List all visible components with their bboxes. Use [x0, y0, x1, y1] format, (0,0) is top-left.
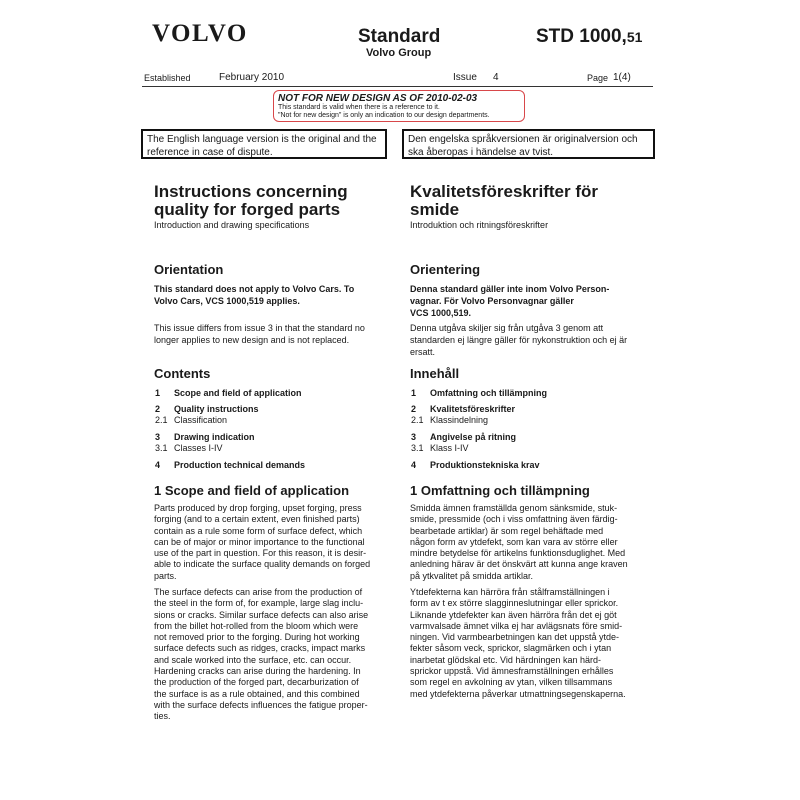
text-line: ningen. Vid varmbearbetningen kan det uppstå ytde-: [410, 632, 619, 643]
toc-en: [155, 388, 385, 478]
established-label: Established: [144, 73, 191, 83]
text-line: varmvalsade ämnet vilka ej har avlägsnats före smid-: [410, 620, 623, 631]
notice-title: NOT FOR NEW DESIGN AS OF 2010-02-03: [278, 93, 478, 104]
text-line: med ytdefekterna påverkar utmattningsegenskaperna.: [410, 688, 626, 699]
toc-label: Quality instructions: [174, 404, 259, 414]
text-line: from the billet hot-rolled from the bloom which were: [154, 620, 359, 631]
text-line: the production of the forged part, decarburization of: [154, 677, 359, 688]
scope-paragraph-sv-1: [410, 503, 650, 582]
orientation-bold-sv-1: Denna standard gäller inte inom Volvo Person-: [410, 284, 610, 294]
scope-paragraph-en-2: [154, 587, 389, 723]
page-value: 1(4): [613, 72, 631, 83]
text-line: någon form av ytdefekt, som kan vara av större eller: [410, 536, 618, 547]
not-for-new-design-notice: [273, 90, 525, 122]
text-line: The surface defects can arise from the production of: [154, 587, 363, 597]
doc-title-en-line-2: quality for forged parts: [154, 200, 341, 219]
text-line: ties.: [154, 711, 171, 722]
text-line: able to indicate the surface quality demands on forged: [154, 559, 371, 570]
text-line: bearbetade artiklar) är som regel behäftade med: [410, 525, 604, 536]
text-line: fekter såsom veck, sprickor, slagmärken och i ytan: [410, 643, 612, 654]
toc-num: 1: [155, 388, 161, 398]
scope-heading-en: 1 Scope and field of application: [154, 483, 350, 498]
toc-label: Klassindelning: [430, 415, 489, 425]
standard-number-main: STD 1000,: [536, 26, 627, 47]
text-line: på ytkvalitet på smidda artiklar.: [410, 570, 534, 581]
orientation-heading-en: Orientation: [154, 262, 224, 277]
toc-num: 4: [155, 460, 161, 470]
toc-num: 2.1: [411, 415, 424, 425]
text-line: Parts produced by drop forging, upset forging, press: [154, 503, 362, 513]
text-line: mindre betydelse för artikelns funktionsduglighet. Med: [410, 548, 626, 559]
orientation-text-sv-2: standarden ej längre gäller för nykonstruktion och ej är: [410, 335, 628, 345]
page-label: Page: [587, 73, 609, 83]
toc-label: Omfattning och tillämpning: [430, 388, 547, 398]
toc-label: Classes I-IV: [174, 443, 223, 453]
language-note-sv: Den engelska språkversionen är originalversion och ska åberopas i händelse av tvist.: [402, 129, 655, 159]
toc-num: 1: [411, 388, 417, 398]
toc-label: Kvalitetsföreskrifter: [430, 404, 516, 414]
toc-label: Angivelse på ritning: [430, 432, 517, 442]
text-line: can be of major or minor importance to the functional: [154, 536, 365, 547]
doc-title-sv-line-1: Kvalitetsföreskrifter för: [410, 182, 599, 201]
text-line: som regel en avkolning av ytan, vilken tillsammans: [410, 677, 613, 688]
scope-heading-sv: 1 Omfattning och tillämpning: [410, 483, 590, 498]
issue-label: Issue: [453, 72, 477, 83]
toc-num: 4: [411, 460, 417, 470]
language-note-en: The English language version is the original and the reference in case of dispute.: [141, 129, 387, 159]
notice-line-2: "Not for new design" is only an indication to our design departments.: [278, 112, 490, 119]
toc-sv: [411, 388, 641, 478]
text-line: sprickor uppstå. Vid ämnesframställningen erhålles: [410, 666, 614, 677]
notice-line-1: This standard is valid when there is a reference to it.: [278, 104, 440, 111]
text-line: anledning härav är det önskvärt att kunna ange kraven: [410, 559, 628, 570]
scope-paragraph-en-1: [154, 503, 389, 582]
text-line: parts.: [154, 570, 177, 581]
toc-num: 2: [155, 404, 161, 414]
toc-num: 3: [411, 432, 417, 442]
toc-label: Scope and field of application: [174, 388, 302, 398]
orientation-bold-en-2: Volvo Cars, VCS 1000,519 applies.: [154, 296, 300, 306]
text-line: surface defects such as ridges, cracks, impact marks: [154, 643, 366, 654]
volvo-logo: VOLVO: [152, 20, 248, 47]
standard-version: 51: [626, 29, 643, 45]
text-line: forging (and to a certain extent, even finished parts): [154, 514, 360, 525]
orientation-bold-sv-2: vagnar. För Volvo Personvagnar gäller: [410, 296, 574, 306]
text-line: Ytdefekterna kan härröra från stålframställningen i: [410, 587, 610, 597]
established-value: February 2010: [219, 72, 285, 83]
toc-label: Produktionstekniska krav: [430, 460, 540, 470]
doc-subtitle-en: Introduction and drawing specifications: [154, 220, 310, 230]
text-line: with the surface defects influences the fatigue proper-: [154, 699, 368, 710]
orientation-bold-en-1: This standard does not apply to Volvo Cars. To: [154, 284, 355, 294]
orientation-text-en-2: longer applies to new design and is not replaced.: [154, 335, 350, 345]
text-line: sions or cracks. Similar surface defects can also arise: [154, 609, 369, 620]
text-line: not removed prior to the forging. During hot working: [154, 632, 360, 643]
toc-label: Drawing indication: [174, 432, 255, 442]
text-line: Smidda ämnen framställda genom sänksmide, stuk-: [410, 503, 618, 513]
doc-subtitle-sv: Introduktion och ritningsföreskrifter: [410, 220, 549, 230]
toc-num: 3: [155, 432, 161, 442]
text-line: the surface is as a rule obtained, and this combined: [154, 688, 360, 699]
orientation-text-sv-1: Denna utgåva skiljer sig från utgåva 3 genom att: [410, 323, 604, 333]
text-line: form av t ex större slagginneslutningar eller sprickor.: [410, 598, 619, 609]
toc-label: Classification: [174, 415, 228, 425]
contents-heading-sv: Innehåll: [410, 366, 460, 381]
text-line: smide, pressmide (och i viss omfattning även färdig-: [410, 514, 618, 525]
standard-subtitle: Volvo Group: [366, 47, 432, 59]
toc-num: 2: [411, 404, 417, 414]
standard-number: [536, 26, 642, 48]
text-line: and scale worked into the surface, etc. can occur.: [154, 654, 352, 665]
issue-value: 4: [493, 72, 499, 83]
header-divider: [142, 86, 653, 87]
text-line: Liknande ytdefekter kan även härröra från det ej göt: [410, 609, 617, 620]
orientation-text-sv-3: ersatt.: [410, 347, 436, 357]
text-line: inarbetat glödskal etc. Vid härdningen kan härd-: [410, 654, 601, 665]
doc-title-en-line-1: Instructions concerning: [154, 182, 348, 201]
orientation-text-en-1: This issue differs from issue 3 in that the standard no: [154, 323, 365, 333]
text-line: the steel in the form of, for example, large slag inclu-: [154, 598, 364, 609]
standard-title: Standard: [358, 26, 441, 47]
text-line: contain as a rule some form of surface defect, which: [154, 525, 363, 536]
toc-label: Klass I-IV: [430, 443, 469, 453]
toc-label: Production technical demands: [174, 460, 306, 470]
toc-num: 3.1: [411, 443, 424, 453]
contents-heading-en: Contents: [154, 366, 211, 381]
toc-num: 3.1: [155, 443, 168, 453]
orientation-heading-sv: Orientering: [410, 262, 481, 277]
text-line: use of the part in question. For this reason, it is desir-: [154, 548, 367, 559]
scope-paragraph-sv-2: [410, 587, 650, 700]
doc-title-sv-line-2: smide: [410, 200, 460, 219]
text-line: Hardening cracks can arise during the hardening. In: [154, 666, 361, 677]
toc-num: 2.1: [155, 415, 168, 425]
orientation-bold-sv-3: VCS 1000,519.: [410, 308, 472, 318]
